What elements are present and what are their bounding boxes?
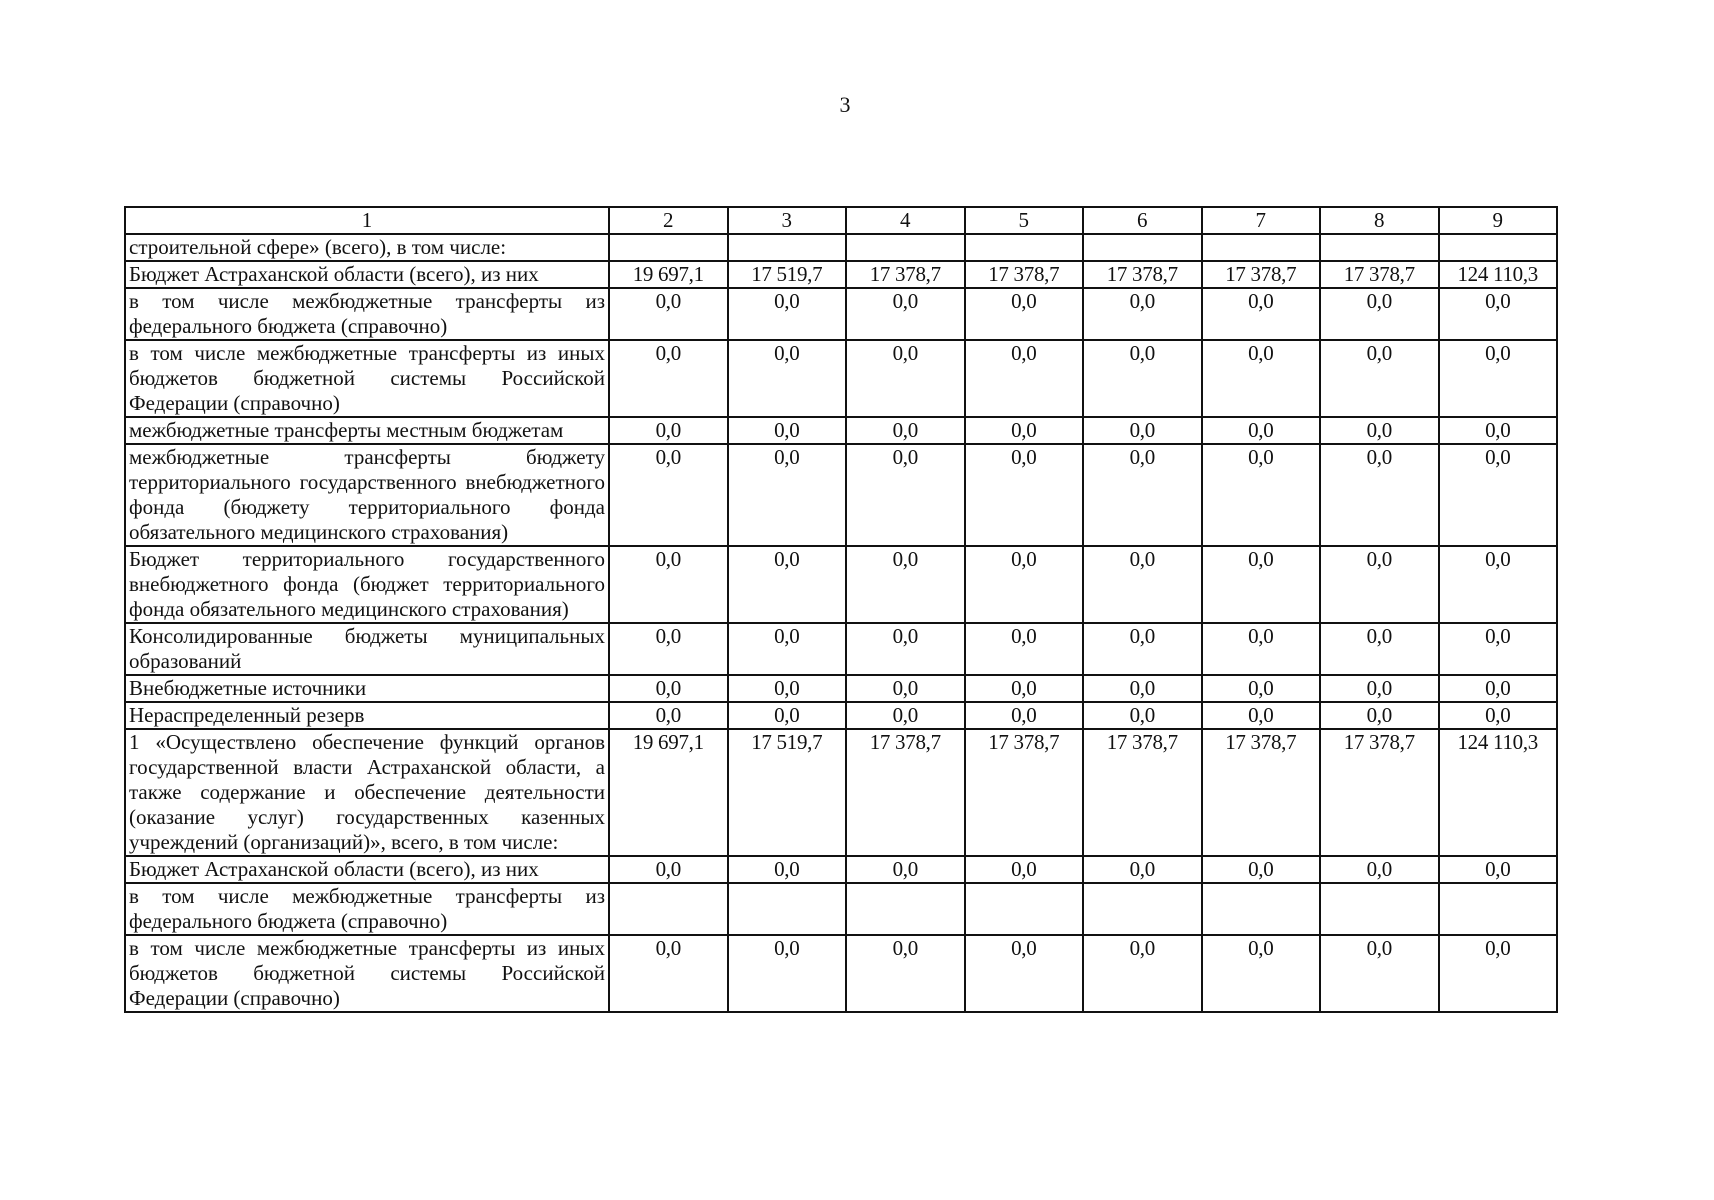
value-cell: 0,0 — [846, 935, 965, 1012]
value-cell: 124 110,3 — [1439, 261, 1558, 288]
value-cell — [609, 234, 728, 261]
value-cell: 0,0 — [1202, 546, 1321, 623]
value-cell — [1439, 234, 1558, 261]
value-cell: 0,0 — [1320, 702, 1439, 729]
column-header-6: 6 — [1083, 207, 1202, 234]
value-cell — [965, 883, 1084, 935]
value-cell: 0,0 — [728, 675, 847, 702]
header-row — [125, 207, 1557, 234]
value-cell: 0,0 — [609, 546, 728, 623]
value-cell: 0,0 — [1202, 675, 1321, 702]
value-cell — [846, 883, 965, 935]
value-cell: 0,0 — [1320, 856, 1439, 883]
value-cell: 0,0 — [1439, 444, 1558, 546]
table-row — [125, 546, 1557, 623]
value-cell: 0,0 — [1439, 623, 1558, 675]
value-cell: 0,0 — [1320, 623, 1439, 675]
value-cell — [1202, 883, 1321, 935]
value-cell: 0,0 — [609, 935, 728, 1012]
value-cell: 0,0 — [846, 623, 965, 675]
value-cell: 0,0 — [1439, 856, 1558, 883]
value-cell: 0,0 — [1083, 444, 1202, 546]
table-row — [125, 340, 1557, 417]
value-cell: 0,0 — [846, 675, 965, 702]
value-cell: 17 378,7 — [1202, 261, 1321, 288]
value-cell: 0,0 — [1320, 444, 1439, 546]
table-row — [125, 729, 1557, 856]
value-cell: 0,0 — [1439, 288, 1558, 340]
value-cell: 0,0 — [1320, 417, 1439, 444]
value-cell — [1083, 234, 1202, 261]
value-cell: 0,0 — [965, 444, 1084, 546]
value-cell: 0,0 — [1202, 444, 1321, 546]
value-cell: 0,0 — [609, 856, 728, 883]
value-cell: 0,0 — [965, 288, 1084, 340]
value-cell: 0,0 — [1439, 702, 1558, 729]
value-cell: 0,0 — [846, 546, 965, 623]
value-cell: 0,0 — [846, 702, 965, 729]
table-header — [125, 207, 1557, 234]
value-cell: 17 378,7 — [1202, 729, 1321, 856]
value-cell: 0,0 — [1439, 546, 1558, 623]
value-cell: 17 519,7 — [728, 261, 847, 288]
row-label: в том числе межбюджетные трансферты из иных бюджетов бюджетной системы Российской Федерации (справочно) — [125, 935, 609, 1012]
page-number: 3 — [839, 92, 851, 117]
value-cell: 0,0 — [1439, 675, 1558, 702]
row-label: 1 «Осуществлено обеспечение функций органов государственной власти Астраханской области, а также содержание и обеспечение деятельности (оказание услуг) государственных казенных учреждений (организаций)», всего, в том числе: — [125, 729, 609, 856]
row-label: Внебюджетные источники — [125, 675, 609, 702]
value-cell: 0,0 — [965, 702, 1084, 729]
value-cell — [1083, 883, 1202, 935]
column-header-2: 2 — [609, 207, 728, 234]
value-cell: 124 110,3 — [1439, 729, 1558, 856]
value-cell: 0,0 — [1083, 417, 1202, 444]
table-row — [125, 856, 1557, 883]
row-label: Бюджет территориального государственного внебюджетного фонда (бюджет территориального фонда обязательного медицинского страхования) — [125, 546, 609, 623]
value-cell: 0,0 — [1202, 935, 1321, 1012]
table-row — [125, 883, 1557, 935]
value-cell: 0,0 — [1083, 702, 1202, 729]
value-cell — [728, 234, 847, 261]
value-cell: 0,0 — [1439, 935, 1558, 1012]
value-cell: 0,0 — [728, 702, 847, 729]
row-label: Бюджет Астраханской области (всего), из них — [125, 856, 609, 883]
value-cell: 17 378,7 — [1320, 729, 1439, 856]
value-cell: 0,0 — [1083, 340, 1202, 417]
value-cell: 0,0 — [965, 417, 1084, 444]
value-cell: 17 378,7 — [846, 729, 965, 856]
table-row — [125, 417, 1557, 444]
table-row — [125, 288, 1557, 340]
value-cell: 0,0 — [609, 340, 728, 417]
value-cell: 0,0 — [965, 340, 1084, 417]
value-cell: 0,0 — [609, 623, 728, 675]
value-cell: 0,0 — [1439, 340, 1558, 417]
table-row — [125, 261, 1557, 288]
table-row — [125, 675, 1557, 702]
table-row — [125, 234, 1557, 261]
column-header-5: 5 — [965, 207, 1084, 234]
value-cell — [1202, 234, 1321, 261]
value-cell: 0,0 — [1202, 702, 1321, 729]
value-cell: 0,0 — [965, 623, 1084, 675]
value-cell: 0,0 — [1320, 935, 1439, 1012]
value-cell: 19 697,1 — [609, 261, 728, 288]
column-header-3: 3 — [728, 207, 847, 234]
value-cell: 0,0 — [846, 340, 965, 417]
row-label: строительной сфере» (всего), в том числе: — [125, 234, 609, 261]
value-cell: 0,0 — [846, 444, 965, 546]
row-label: Бюджет Астраханской области (всего), из них — [125, 261, 609, 288]
value-cell: 0,0 — [609, 417, 728, 444]
value-cell: 0,0 — [1083, 623, 1202, 675]
value-cell: 0,0 — [1320, 340, 1439, 417]
value-cell: 0,0 — [965, 935, 1084, 1012]
column-header-9: 9 — [1439, 207, 1558, 234]
value-cell: 0,0 — [728, 417, 847, 444]
row-label: Консолидированные бюджеты муниципальных образований — [125, 623, 609, 675]
table-body — [125, 234, 1557, 1012]
value-cell: 0,0 — [609, 288, 728, 340]
value-cell: 0,0 — [728, 856, 847, 883]
column-header-7: 7 — [1202, 207, 1321, 234]
table-row — [125, 702, 1557, 729]
row-label: межбюджетные трансферты местным бюджетам — [125, 417, 609, 444]
row-label: в том числе межбюджетные трансферты из федерального бюджета (справочно) — [125, 883, 609, 935]
table-row — [125, 444, 1557, 546]
column-header-8: 8 — [1320, 207, 1439, 234]
value-cell: 0,0 — [1202, 417, 1321, 444]
value-cell: 0,0 — [965, 856, 1084, 883]
value-cell: 17 378,7 — [1083, 729, 1202, 856]
row-label: в том числе межбюджетные трансферты из иных бюджетов бюджетной системы Российской Федерации (справочно) — [125, 340, 609, 417]
value-cell: 0,0 — [1202, 340, 1321, 417]
value-cell: 0,0 — [1083, 856, 1202, 883]
value-cell — [1320, 883, 1439, 935]
column-header-4: 4 — [846, 207, 965, 234]
value-cell: 0,0 — [728, 340, 847, 417]
value-cell — [609, 883, 728, 935]
value-cell: 0,0 — [1320, 288, 1439, 340]
value-cell: 17 378,7 — [846, 261, 965, 288]
value-cell — [1320, 234, 1439, 261]
budget-table — [124, 206, 1558, 1013]
value-cell: 0,0 — [1439, 417, 1558, 444]
value-cell: 0,0 — [728, 288, 847, 340]
row-label: межбюджетные трансферты бюджету территориального государственного внебюджетного фонда (бюджету территориального фонда обязательного медицинского страхования) — [125, 444, 609, 546]
value-cell: 0,0 — [1083, 675, 1202, 702]
value-cell — [965, 234, 1084, 261]
value-cell: 0,0 — [1202, 288, 1321, 340]
value-cell: 17 519,7 — [728, 729, 847, 856]
column-header-1: 1 — [125, 207, 609, 234]
value-cell: 0,0 — [728, 935, 847, 1012]
value-cell — [846, 234, 965, 261]
value-cell — [1439, 883, 1558, 935]
value-cell: 0,0 — [1202, 856, 1321, 883]
value-cell: 17 378,7 — [1083, 261, 1202, 288]
value-cell: 0,0 — [1083, 546, 1202, 623]
value-cell: 0,0 — [1320, 675, 1439, 702]
value-cell: 0,0 — [728, 546, 847, 623]
value-cell: 19 697,1 — [609, 729, 728, 856]
value-cell: 17 378,7 — [1320, 261, 1439, 288]
row-label: в том числе межбюджетные трансферты из федерального бюджета (справочно) — [125, 288, 609, 340]
value-cell: 0,0 — [1202, 623, 1321, 675]
value-cell: 0,0 — [1083, 935, 1202, 1012]
value-cell: 0,0 — [609, 444, 728, 546]
value-cell: 0,0 — [728, 444, 847, 546]
value-cell: 17 378,7 — [965, 261, 1084, 288]
value-cell: 0,0 — [965, 675, 1084, 702]
row-label: Нераспределенный резерв — [125, 702, 609, 729]
value-cell: 0,0 — [609, 702, 728, 729]
value-cell: 0,0 — [1083, 288, 1202, 340]
value-cell: 0,0 — [609, 675, 728, 702]
table-row — [125, 623, 1557, 675]
value-cell: 17 378,7 — [965, 729, 1084, 856]
value-cell: 0,0 — [846, 856, 965, 883]
value-cell: 0,0 — [846, 288, 965, 340]
value-cell: 0,0 — [1320, 546, 1439, 623]
table-row — [125, 935, 1557, 1012]
value-cell: 0,0 — [846, 417, 965, 444]
value-cell: 0,0 — [965, 546, 1084, 623]
value-cell — [728, 883, 847, 935]
value-cell: 0,0 — [728, 623, 847, 675]
